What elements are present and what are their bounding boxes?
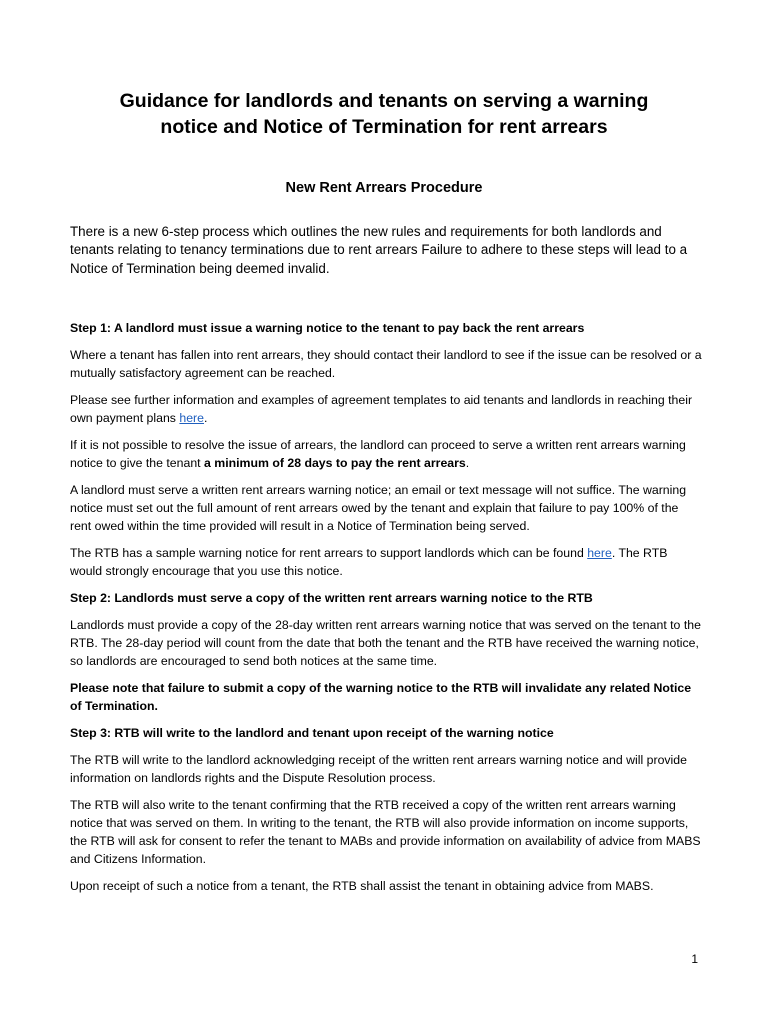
payment-plans-here-link[interactable]: here (179, 411, 204, 425)
page-number: 1 (691, 952, 698, 966)
intro-paragraph: There is a new 6-step process which outlines the new rules and requirements for both landlords and tenants relating to tenancy terminations due to rent arrears Failure to adhere to these steps will lead to a Notice of Termination being deemed invalid. (70, 224, 688, 276)
step-1-paragraph-3 (70, 436, 702, 472)
step-1-paragraph-2-end: . (204, 411, 208, 425)
step-1-paragraph-3-text: If it is not possible to resolve the issue of arrears, the landlord can proceed to serve a written rent arrears warning notice to give the tenant (70, 438, 686, 470)
document-title (60, 88, 708, 140)
sample-warning-notice-here-link[interactable]: here (587, 546, 612, 560)
step-1-paragraph-2-text: Please see further information and examples of agreement templates to aid tenants and landlords in reaching their own payment plans (70, 393, 693, 425)
step-3-paragraph-3: Upon receipt of such a notice from a tenant, the RTB shall assist the tenant in obtaining advice from MABS. (70, 879, 654, 893)
document-title-line-2: notice and Notice of Termination for rent arrears (160, 116, 608, 138)
step-1-paragraph-3-bold: a minimum of 28 days to pay the rent arrears (204, 456, 466, 470)
step-2-heading: Step 2: Landlords must serve a copy of the written rent arrears warning notice to the RTB (70, 591, 593, 605)
document-body (70, 319, 702, 904)
step-1-paragraph-5-text: The RTB has a sample warning notice for rent arrears to support landlords which can be found (70, 546, 588, 560)
step-2-note: Please note that failure to submit a copy of the warning notice to the RTB will invalidate any related Notice of Termination. (70, 681, 692, 713)
step-3-paragraph-2: The RTB will also write to the tenant confirming that the RTB received a copy of the written rent arrears warning notice that was served on them. In writing to the tenant, the RTB will also provide information on income supports, the RTB will ask for consent to refer the tenant to MABs and provide information on availability of advice from MABS and Citizens Information. (70, 798, 701, 866)
step-1-heading: Step 1: A landlord must issue a warning notice to the tenant to pay back the rent arrears (70, 321, 585, 335)
document-title-line-1: Guidance for landlords and tenants on serving a warning (119, 90, 649, 112)
step-1-paragraph-4: A landlord must serve a written rent arrears warning notice; an email or text message will not suffice. The warning notice must set out the full amount of rent arrears owed by the tenant and explain that failure to pay 100% of the rent owed within the time provided will result in a Notice of Termination being served. (70, 483, 687, 533)
step-2-paragraph-1: Landlords must provide a copy of the 28-day written rent arrears warning notice that was served on the tenant to the RTB. The 28-day period will count from the date that both the tenant and the RTB have received the warning notice, so landlords are encouraged to send both notices at the same time. (70, 618, 701, 668)
step-3-paragraph-1: The RTB will write to the landlord acknowledging receipt of the written rent arrears warning notice and will provide information on landlords rights and the Dispute Resolution process. (70, 753, 687, 785)
step-3-heading: Step 3: RTB will write to the landlord and tenant upon receipt of the warning notice (70, 726, 554, 740)
step-1-paragraph-1: Where a tenant has fallen into rent arrears, they should contact their landlord to see if the issue can be resolved or a mutually satisfactory agreement can be reached. (70, 348, 702, 380)
step-1-paragraph-3-end: . (465, 456, 470, 470)
step-1-paragraph-5-end: . The RTB would strongly encourage that you use this notice. (70, 546, 668, 578)
document-subtitle: New Rent Arrears Procedure (285, 180, 483, 196)
step-1-paragraph-5 (70, 544, 702, 580)
step-1-paragraph-2 (70, 391, 702, 427)
